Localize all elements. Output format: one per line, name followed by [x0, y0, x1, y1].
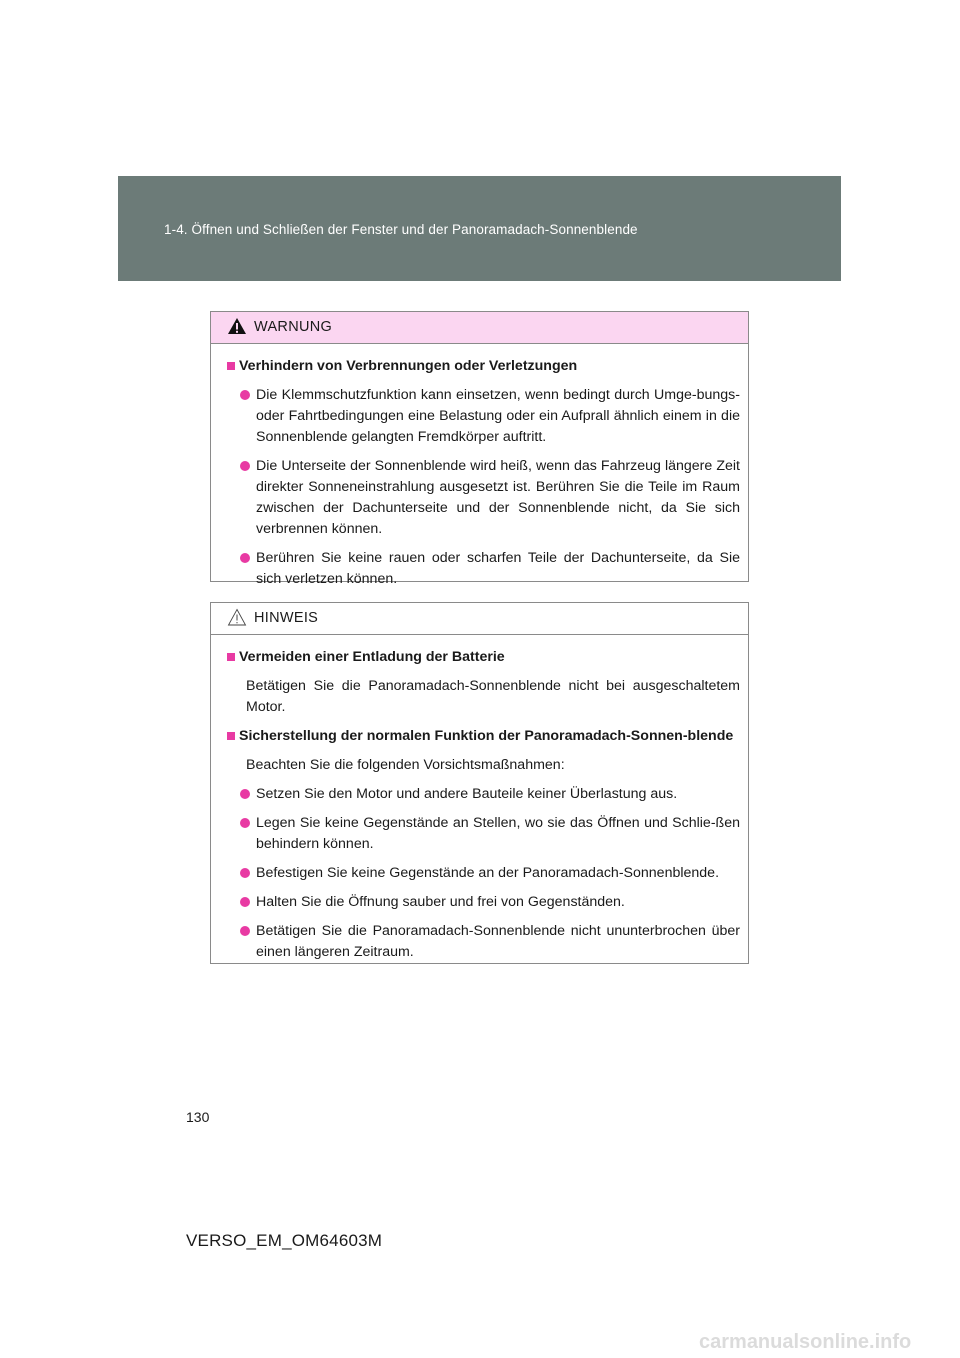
chapter-header-band [118, 176, 841, 281]
list-item-text: Betätigen Sie die Panoramadach-Sonnenblende nicht ununterbrochen über einen längeren Zeitraum. [256, 923, 740, 960]
list-item-text: Die Klemmschutzfunktion kann einsetzen, wenn bedingt durch Umge-bungs- oder Fahrtbedingungen eine Belastung oder ein Aufprall ähnlich einem in die Sonnenblende gelangten Fremdkörper auftritt. [256, 387, 740, 445]
list-item-text: Setzen Sie den Motor und andere Bauteile keiner Überlastung aus. [256, 786, 678, 802]
notice-box [210, 602, 749, 964]
list-item-text: Legen Sie keine Gegenstände an Stellen, wo sie das Öffnen und Schlie-ßen behindern können. [256, 815, 740, 852]
warning-box-header [211, 312, 748, 344]
watermark-text: carmanualsonline.info [699, 1331, 912, 1353]
list-item-text: Halten Sie die Öffnung sauber und frei von Gegenständen. [256, 894, 625, 910]
notice-section-title: Vermeiden einer Entladung der Batterie [239, 649, 505, 665]
list-item-text: Die Unterseite der Sonnenblende wird heiß, wenn das Fahrzeug längere Zeit direkter Sonneneinstrahlung ausgesetzt ist. Berühren Sie die Teile im Raum zwischen der Dachunterseite und der Sonnenblende nicht, da Sie sich verbrennen können. [256, 458, 740, 537]
list-item [240, 863, 740, 884]
round-bullet-icon [240, 868, 250, 878]
warning-section-title: Verhindern von Verbrennungen oder Verletzungen [239, 358, 578, 374]
document-code: VERSO_EM_OM64603M [186, 1231, 383, 1250]
list-item-text: Befestigen Sie keine Gegenstände an der Panoramadach-Sonnenblende. [256, 865, 720, 881]
chapter-title: 1-4. Öffnen und Schließen der Fenster und der Panoramadach-Sonnenblende [164, 222, 638, 237]
list-item [240, 784, 740, 805]
list-item-text: Berühren Sie keine rauen oder scharfen Teile der Dachunterseite, da Sie sich verletzen können. [256, 550, 740, 587]
warning-triangle-filled-icon [227, 317, 247, 335]
round-bullet-icon [240, 553, 250, 563]
round-bullet-icon [240, 926, 250, 936]
round-bullet-icon [240, 818, 250, 828]
warning-section [227, 356, 740, 377]
page-number: 130 [186, 1109, 210, 1125]
notice-box-header [211, 603, 748, 635]
warning-label: WARNUNG [254, 319, 333, 335]
list-item [240, 548, 740, 590]
list-item [240, 456, 740, 540]
round-bullet-icon [240, 390, 250, 400]
list-item [240, 385, 740, 448]
notice-section-battery [227, 647, 740, 668]
square-bullet-icon [227, 362, 235, 370]
notice-paragraph: Betätigen Sie die Panoramadach-Sonnenblende nicht bei ausgeschaltetem Motor. [246, 678, 740, 715]
watermark-logo [699, 1328, 954, 1354]
list-item [240, 921, 740, 963]
notice-section-function [227, 726, 740, 747]
notice-section-title: Sicherstellung der normalen Funktion der Panoramadach-Sonnen-blende [239, 728, 734, 744]
warning-triangle-outline-icon [227, 608, 247, 626]
square-bullet-icon [227, 653, 235, 661]
round-bullet-icon [240, 897, 250, 907]
warning-box [210, 311, 749, 587]
square-bullet-icon [227, 732, 235, 740]
notice-paragraph: Beachten Sie die folgenden Vorsichtsmaßnahmen: [246, 757, 565, 773]
notice-label: HINWEIS [254, 610, 319, 626]
warning-body [211, 344, 748, 590]
round-bullet-icon [240, 789, 250, 799]
round-bullet-icon [240, 461, 250, 471]
list-item [240, 892, 740, 913]
notice-body [211, 635, 748, 963]
list-item [240, 813, 740, 855]
